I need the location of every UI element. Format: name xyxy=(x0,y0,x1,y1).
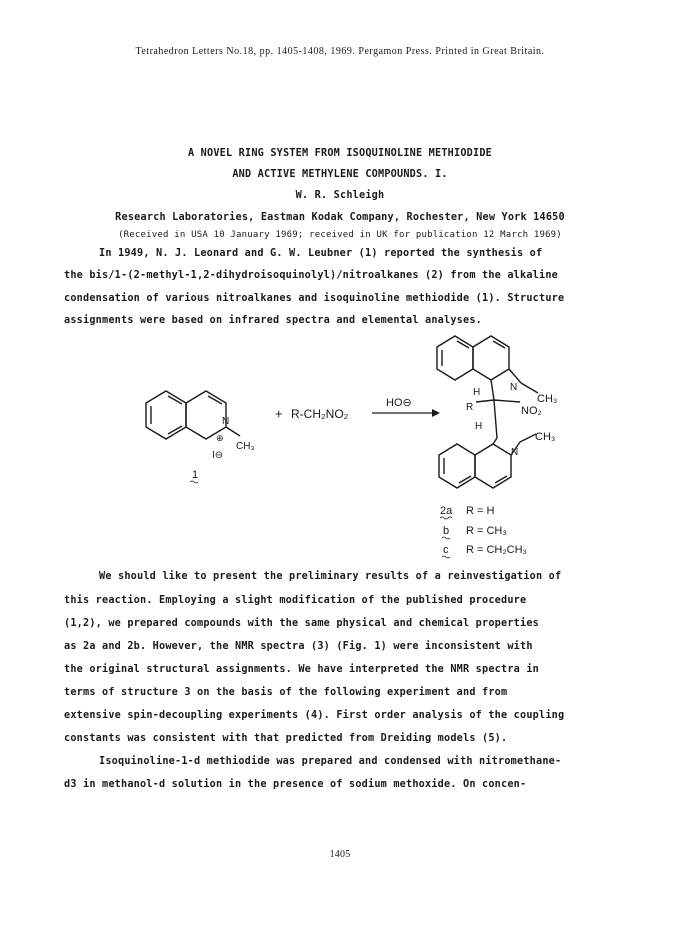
body-line-7: extensive spin-decoupling experiments (4). First order analysis of the coupling xyxy=(64,710,565,721)
received-dates: (Received in USA 10 January 1969; received in UK for publication 12 March 1969) xyxy=(118,230,562,240)
isoquinoline-methiodide-structure xyxy=(146,391,240,439)
nitroalkane-reagent: R-CH₂NO₂ xyxy=(291,407,349,421)
body-line-9: Isoquinoline-1-d methiodide was prepared and condensed with nitromethane- xyxy=(99,756,562,767)
body-line-4: as 2a and 2b. However, the NMR spectra (3) (Fig. 1) were inconsistent with xyxy=(64,641,533,652)
variant-b-label: b xyxy=(443,525,450,537)
variant-2a-label: 2a xyxy=(440,505,453,517)
body-line-8: constants was consistent with that predicted from Dreiding models (5). xyxy=(64,733,508,744)
variant-2a-text: R = H xyxy=(466,505,495,517)
intro-line-2: the bis/1-(2-methyl-1,2-dihydroisoquinolyl)/nitroalkanes (2) from the alkaline xyxy=(64,270,559,281)
product-methyl-top: CH₃ xyxy=(537,393,558,405)
product-n-bottom: N xyxy=(511,447,519,458)
body-line-10: d3 in methanol-d solution in the presence of sodium methoxide. On concen- xyxy=(64,779,527,790)
body-line-6: terms of structure 3 on the basis of the following experiment and from xyxy=(64,687,508,698)
product-nitro-group: NO₂ xyxy=(521,405,542,417)
intro-line-4: assignments were based on infrared spectra and elemental analyses. xyxy=(64,315,483,326)
plus-sign: + xyxy=(275,406,283,421)
journal-header: Tetrahedron Letters No.18, pp. 1405-1408, 1969. Pergamon Press. Printed in Great Britain. xyxy=(135,46,545,57)
affiliation: Research Laboratories, Eastman Kodak Company, Rochester, New York 14650 xyxy=(115,212,565,223)
product-methyl-bottom: CH₃ xyxy=(535,431,556,443)
variant-c-underline xyxy=(442,556,450,558)
product-h-bottom: H xyxy=(475,421,483,432)
variant-b-underline xyxy=(442,537,450,539)
title-line-1: A NOVEL RING SYSTEM FROM ISOQUINOLINE METHIODIDE xyxy=(187,148,492,159)
product-h-top: H xyxy=(473,387,481,398)
intro-line-3: condensation of various nitroalkanes and isoquinoline methiodide (1). Structure xyxy=(64,293,565,304)
reactant-n: N xyxy=(222,416,230,427)
compound-1-underline xyxy=(190,481,198,483)
reactant-methyl: CH₃ xyxy=(236,441,255,452)
variant-2a-underline xyxy=(440,517,452,519)
reaction-arrow-head xyxy=(432,409,440,417)
base-catalyst-label: HO⊖ xyxy=(386,397,412,409)
variant-b-text: R = CH₃ xyxy=(466,525,507,537)
body-line-5: the original structural assignments. We have interpreted the NMR spectra in xyxy=(64,664,540,675)
variant-c-label: c xyxy=(443,544,449,556)
n-positive-charge: ⊕ xyxy=(216,433,224,443)
body-line-1: We should like to present the preliminary results of a reinvestigation of xyxy=(99,571,562,582)
body-line-2: this reaction. Employing a slight modification of the published procedure xyxy=(64,595,527,606)
body-line-3: (1,2), we prepared compounds with the same physical and chemical properties xyxy=(64,618,540,629)
iodide-counterion: I⊖ xyxy=(212,450,224,461)
author: W. R. Schleigh xyxy=(295,190,385,201)
page-number: 1405 xyxy=(329,849,351,860)
variant-c-text: R = CH₂CH₃ xyxy=(466,544,528,556)
title-line-2: AND ACTIVE METHYLENE COMPOUNDS. I. xyxy=(232,169,448,180)
product-n-top: N xyxy=(510,382,518,393)
intro-line-1: In 1949, N. J. Leonard and G. W. Leubner (1) reported the synthesis of xyxy=(99,248,543,259)
compound-1-label: 1 xyxy=(192,469,199,481)
product-r-group: R xyxy=(466,402,474,413)
